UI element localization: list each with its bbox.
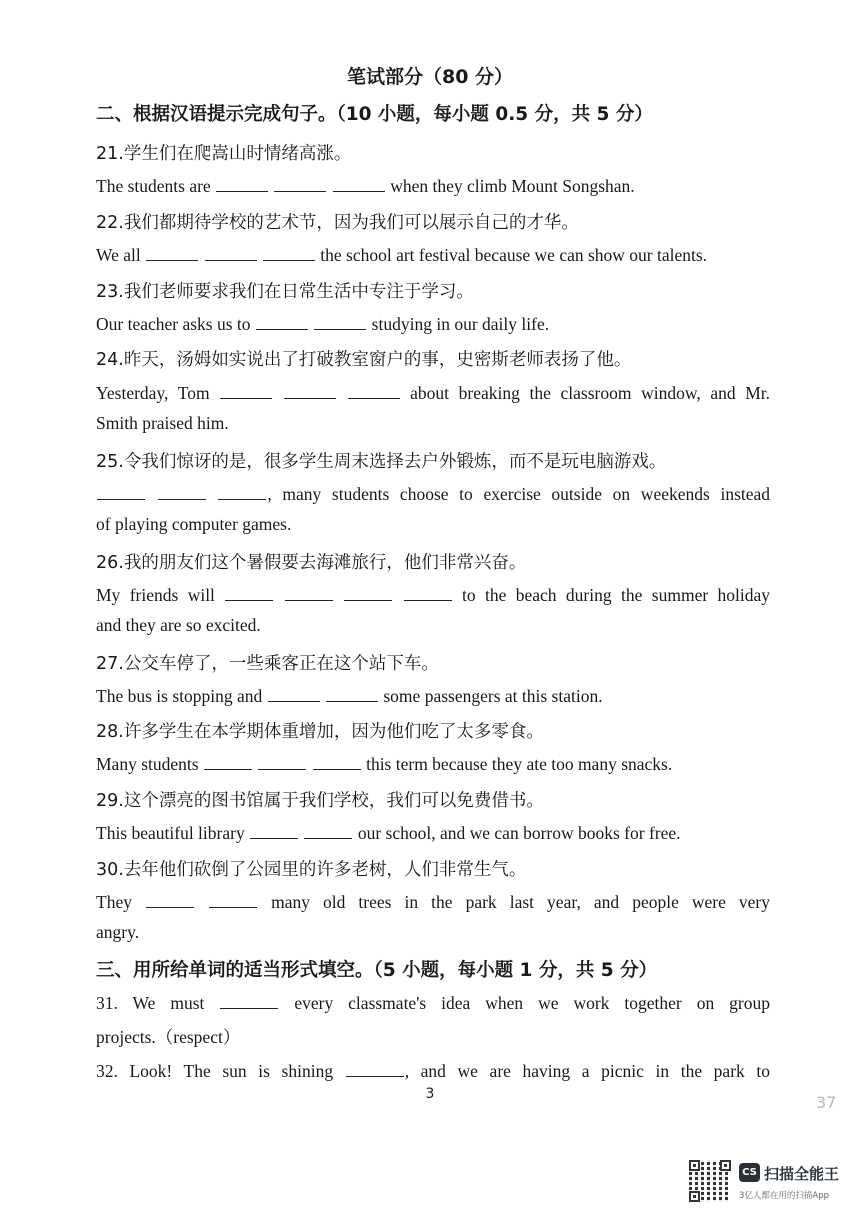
question-28-english: Many students this term because they ate too many snacks. <box>96 754 673 774</box>
answer-blank[interactable] <box>314 312 366 330</box>
question-31: 31. We must every classmate's idea when we work together on group <box>96 993 770 1013</box>
answer-blank[interactable] <box>326 684 378 702</box>
answer-blank[interactable] <box>285 583 333 601</box>
answer-blank[interactable] <box>256 312 308 330</box>
answer-blank[interactable] <box>216 174 268 192</box>
answer-blank[interactable] <box>220 991 278 1009</box>
question-25-english-continued: of playing computer games. <box>96 514 292 534</box>
answer-blank[interactable] <box>333 174 385 192</box>
answer-blank[interactable] <box>146 890 194 908</box>
scanner-logo-icon: CS <box>739 1163 760 1182</box>
answer-blank[interactable] <box>204 752 252 770</box>
question-25-chinese: 25.令我们惊讶的是，很多学生周末选择去户外锻炼，而不是玩电脑游戏。 <box>96 452 667 472</box>
corner-number: 37 <box>816 1093 837 1112</box>
question-30-chinese: 30.去年他们砍倒了公园里的许多老树，人们非常生气。 <box>96 860 527 880</box>
question-25-english: , many students choose to exercise outside on weekends instead <box>96 482 770 505</box>
question-29-english: This beautiful library our school, and we can borrow books for free. <box>96 823 681 843</box>
answer-blank[interactable] <box>344 583 392 601</box>
answer-blank[interactable] <box>158 482 206 500</box>
question-26-english: My friends will to the beach during the summer holiday <box>96 585 771 605</box>
qr-code-icon <box>689 1160 731 1202</box>
question-29-chinese: 29.这个漂亮的图书馆属于我们学校，我们可以免费借书。 <box>96 791 544 811</box>
question-21-english: The students are when they climb Mount Songshan. <box>96 176 635 196</box>
answer-blank[interactable] <box>209 890 257 908</box>
question-31-continued: projects.（respect） <box>96 1027 241 1047</box>
page-number: 3 <box>425 1086 435 1102</box>
question-27-chinese: 27.公交车停了，一些乘客正在这个站下车。 <box>96 654 439 674</box>
answer-blank[interactable] <box>274 174 326 192</box>
answer-blank[interactable] <box>218 482 266 500</box>
answer-blank[interactable] <box>313 752 361 770</box>
question-21-chinese: 21.学生们在爬嵩山时情绪高涨。 <box>96 144 352 164</box>
question-32: 32. Look! The sun is shining , and we are having a picnic in the park to <box>96 1061 770 1081</box>
question-24-chinese: 24.昨天，汤姆如实说出了打破教室窗户的事，史密斯老师表扬了他。 <box>96 350 632 370</box>
question-22-english: We all the school art festival because we can show our talents. <box>96 245 708 265</box>
question-30-english-continued: angry. <box>96 922 140 942</box>
page-title: 笔试部分（80 分） <box>346 66 514 88</box>
question-24-english: Yesterday, Tom about breaking the classroom window, and Mr. <box>96 383 771 403</box>
question-28-chinese: 28.许多学生在本学期体重增加，因为他们吃了太多零食。 <box>96 722 544 742</box>
answer-blank[interactable] <box>97 482 145 500</box>
answer-blank[interactable] <box>348 381 400 399</box>
answer-blank[interactable] <box>250 821 298 839</box>
answer-blank[interactable] <box>220 381 272 399</box>
scanner-tagline: 3亿人都在用的扫描App <box>739 1191 830 1201</box>
question-24-english-continued: Smith praised him. <box>96 413 229 433</box>
section-2-heading: 二、根据汉语提示完成句子。（10 小题，每小题 0.5 分，共 5 分） <box>96 104 653 125</box>
answer-blank[interactable] <box>205 243 257 261</box>
scanner-app-name: 扫描全能王 <box>764 1165 840 1183</box>
question-26-chinese: 26.我的朋友们这个暑假要去海滩旅行，他们非常兴奋。 <box>96 553 527 573</box>
question-22-chinese: 22.我们都期待学校的艺术节，因为我们可以展示自己的才华。 <box>96 213 579 233</box>
answer-blank[interactable] <box>225 583 273 601</box>
answer-blank[interactable] <box>263 243 315 261</box>
answer-blank[interactable] <box>284 381 336 399</box>
section-3-heading: 三、用所给单词的适当形式填空。（5 小题，每小题 1 分，共 5 分） <box>96 960 658 981</box>
answer-blank[interactable] <box>304 821 352 839</box>
answer-blank[interactable] <box>268 684 320 702</box>
question-27-english: The bus is stopping and some passengers at this station. <box>96 686 603 706</box>
answer-blank[interactable] <box>346 1059 404 1077</box>
question-23-english: Our teacher asks us to studying in our daily life. <box>96 314 550 334</box>
answer-blank[interactable] <box>258 752 306 770</box>
answer-blank[interactable] <box>404 583 452 601</box>
answer-blank[interactable] <box>146 243 198 261</box>
question-26-english-continued: and they are so excited. <box>96 615 261 635</box>
question-23-chinese: 23.我们老师要求我们在日常生活中专注于学习。 <box>96 282 474 302</box>
question-30-english: They many old trees in the park last year, and people were very <box>96 892 771 912</box>
